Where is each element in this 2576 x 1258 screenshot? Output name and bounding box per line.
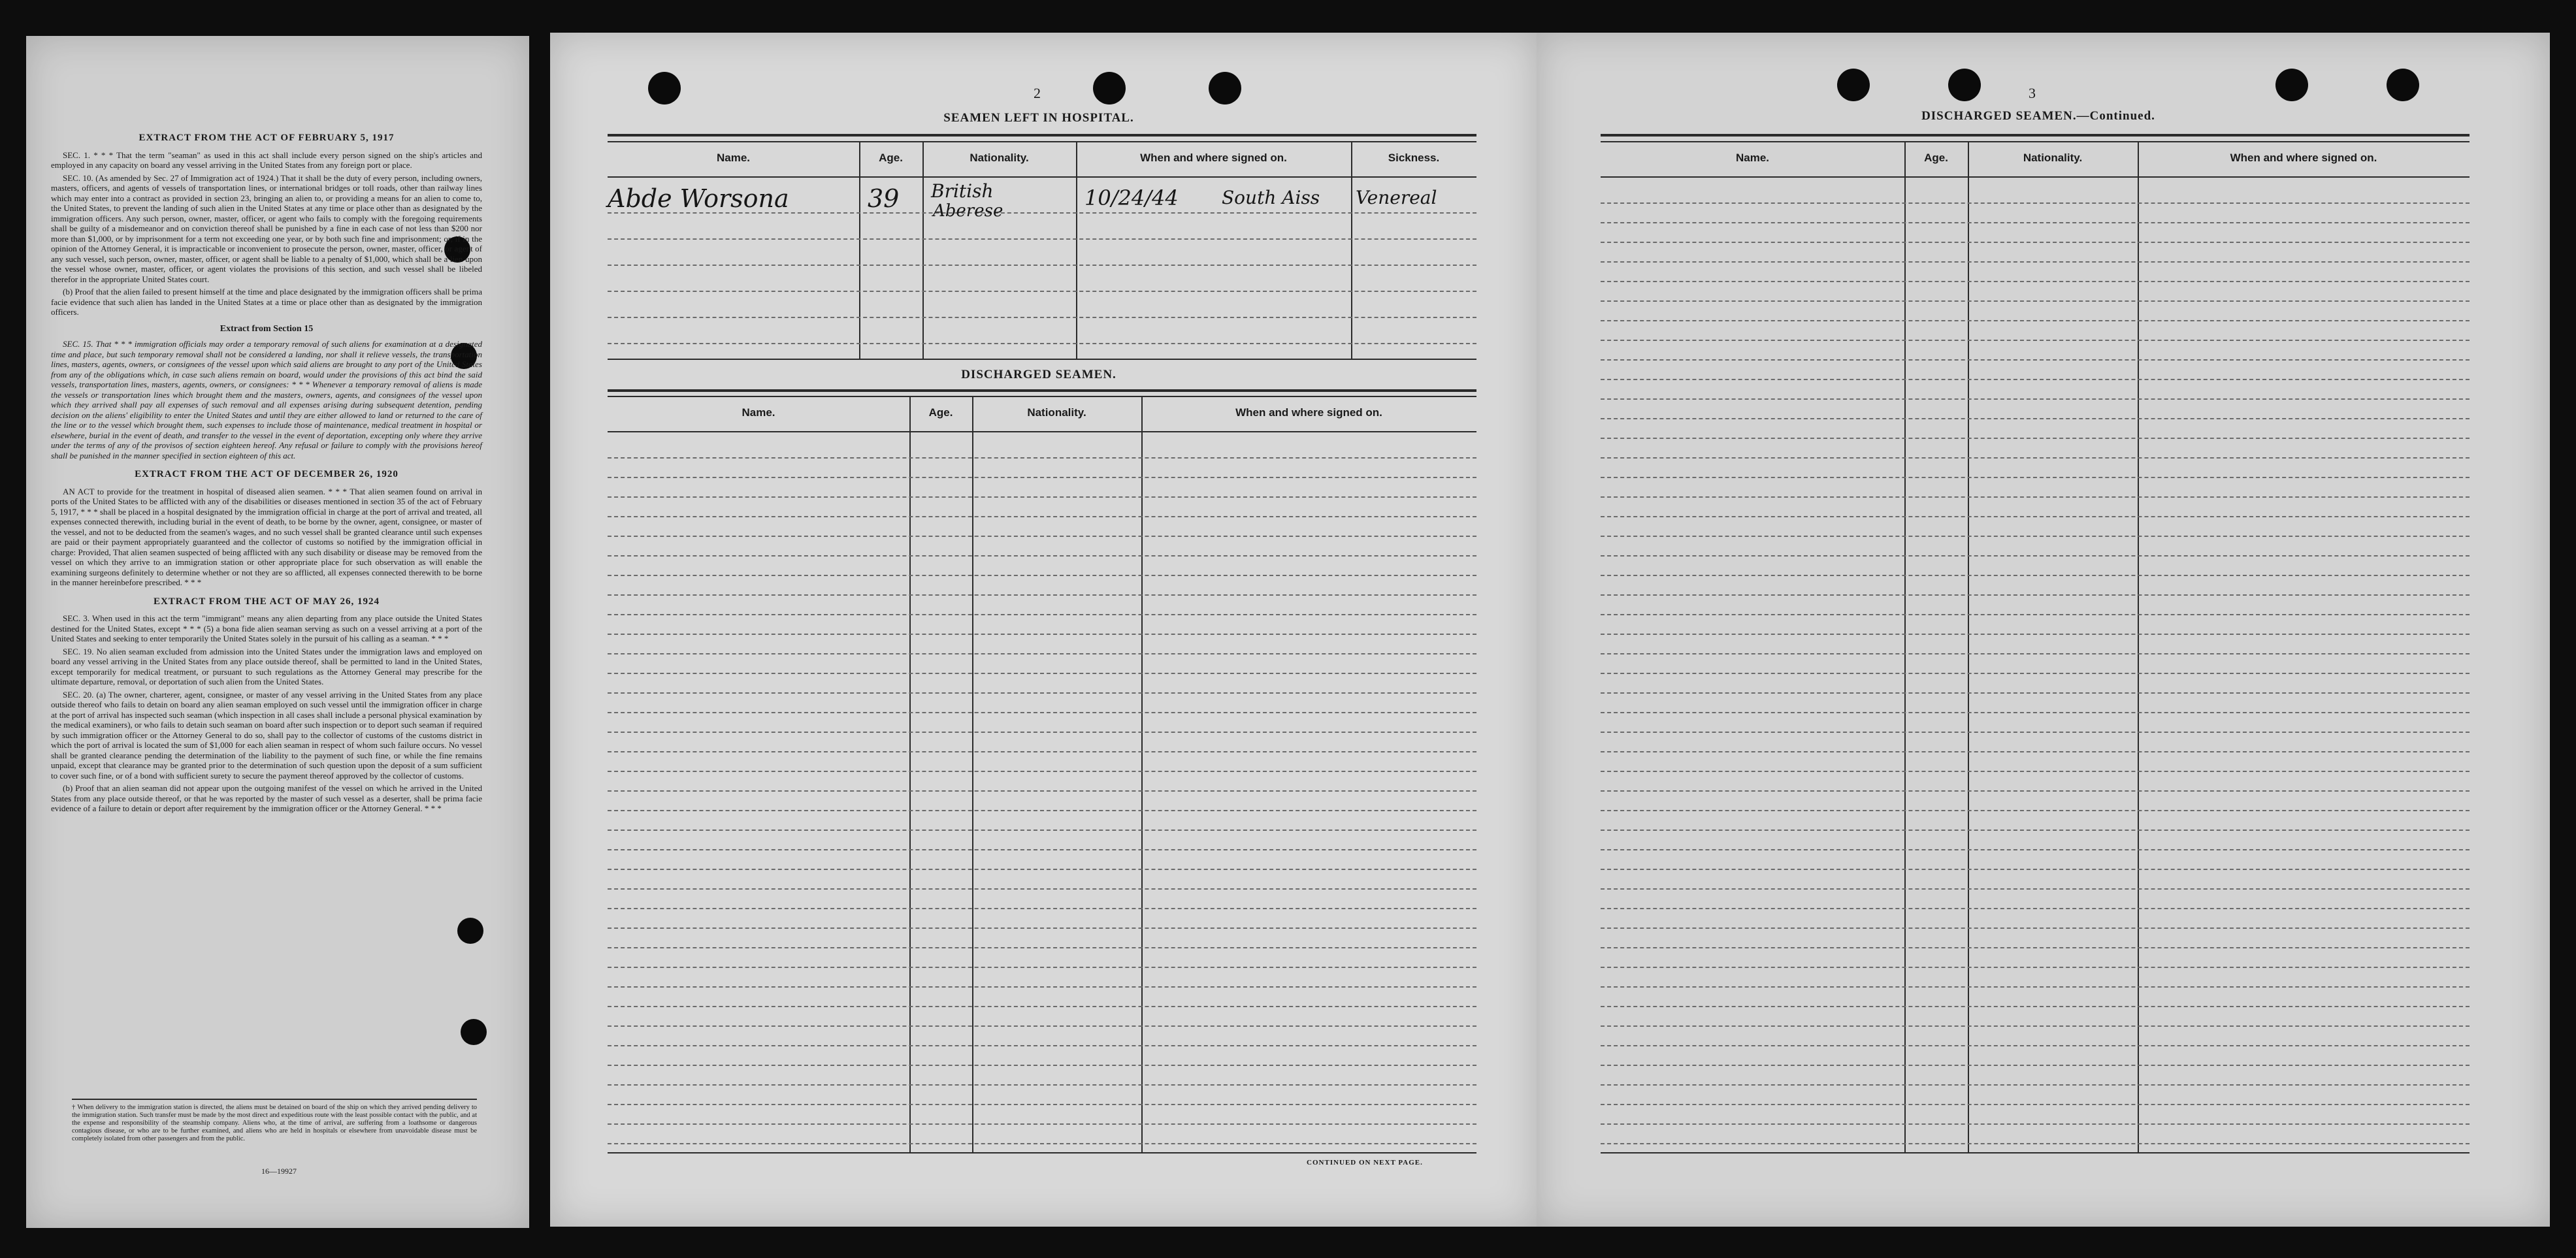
table-rule [608,431,1476,432]
hospital-row-line [608,291,1476,292]
column-divider [922,141,924,359]
blank-row-line [608,908,1476,909]
blank-row-line [1601,888,2470,890]
column-divider [1968,141,1969,1153]
statute-paragraph: (b) Proof that an alien seaman did not appear upon the outgoing manifest of the vessel on which he arrived in the United States from any place outside thereof, or that he was reported by the master of such vessel as a deserter, shall be prima facie evidence of a failure to detain or deport after requirement by the immigration officer or the Attorney General. * * * [51,783,482,813]
statute-paragraph: SEC. 10. (As amended by Sec. 27 of Immigration act of 1924.) That it shall be the duty of every person, including owners, masters, officers, and agents of vessels of transportation lines, or international bridges or toll roads, other than railway lines which may enter into a contract as provided in section 23, bringing an alien to, or providing a means for an alien to come to, the United States, to prevent the landing of such alien in the United States at any time or place other than as designated by the immigration officers. Any such person, owner, master, officer, or agent who fails to comply with the foregoing requirements shall be guilty of a misdemeanor and on conviction thereof shall be punished by a fine in each case of not less than $200 nor more than $1,000, or by imprisonment for a term not exceeding one year, or by both such fine and imprisonment; or, if in the opinion of the Attorney General, it is impracticable or inconvenient to prosecute the person, owner, master, officer, or agent of any such vessel, such person, owner, master, officer, or agent shall be liable to a penalty of $1,000, which shall be a lien upon the vessel whose owner, master, officer, or agent violates the provisions of this section, and such vessel shall be libeled therefor in the appropriate United States court. [51,172,482,284]
blank-row-line [1601,1143,2470,1144]
punch-hole [457,918,483,944]
blank-row-line [1601,555,2470,556]
hospital-col-name: Name. [716,152,751,164]
punch-hole [1837,69,1870,101]
blank-row-line [1601,1025,2470,1027]
blank-row-line [1601,751,2470,752]
page3-col-signed-on: When and where signed on. [2230,152,2377,164]
form-number: 16—19927 [261,1167,297,1176]
column-divider [972,396,973,1153]
page-number: 2 [1034,85,1041,101]
blank-row-line [1601,261,2470,263]
blank-row-line [1601,986,2470,988]
blank-row-line [608,1006,1476,1007]
punch-hole [1209,72,1241,105]
hospital-entry-place: South Aiss [1222,187,1320,208]
hospital-entry-date: 10/24/44 [1084,185,1179,210]
blank-row-line [608,692,1476,694]
continued-note: CONTINUED ON NEXT PAGE. [1307,1159,1423,1167]
blank-row-line [1601,575,2470,576]
blank-row-line [1601,673,2470,674]
blank-row-line [608,536,1476,537]
hospital-col-signed-on: When and where signed on. [1140,152,1287,164]
hospital-entry-name: Abde Worsona [608,184,789,213]
table-rule [608,396,1476,397]
blank-row-line [608,1025,1476,1027]
blank-row-line [1601,927,2470,929]
blank-row-line [1601,810,2470,811]
blank-row-line [608,555,1476,556]
table-rule [608,176,1476,178]
blank-row-line [1601,712,2470,713]
blank-row-line [608,653,1476,654]
statute-title-1924: EXTRACT FROM THE ACT OF MAY 26, 1924 [153,596,380,607]
blank-row-line [608,496,1476,498]
punch-hole [648,72,681,105]
blank-row-line [608,575,1476,576]
blank-row-line [1601,692,2470,694]
statute-paragraph: SEC. 3. When used in this act the term "immigrant" means any alien departing from any place outside the United States destined for the United States, except * * * (5) a bona fide alien seaman serving as such on a vessel arriving at a port of the United States and seeking to enter temporarily the United States solely in the pursuit of his calling as a seaman. * * * [51,613,482,643]
blank-row-line [1601,849,2470,850]
blank-row-line [1601,594,2470,596]
footnote-divider [72,1099,477,1100]
hospital-section-title: SEAMEN LEFT IN HOSPITAL. [943,111,1134,125]
blank-row-line [608,830,1476,831]
table-rule [608,359,1476,360]
column-divider [1904,141,1906,1153]
blank-row-line [1601,869,2470,870]
blank-row-line [1601,947,2470,948]
blank-row-line [608,594,1476,596]
statute-paragraph: SEC. 15. That * * * immigration officials may order a temporary removal of such aliens for examination at a designated time and place, but such temporary removal shall not be considered a landing, nor shall it relieve vessels, the transportation lines, masters, agents, owners, or consignees of the vessel upon which said aliens are brought to any port of the United States from any of the obligations which, in case such aliens remain on board, would under the provisions of this act bind the said vessels, transportation lines, masters, agents, owners, or consignees: * * * Whenever a temporary removal of aliens is made the vessels or transportation lines which brought them and the masters, owners, agents, and consignees of the vessel upon which they arrived shall pay all expenses of such removal and all expenses arising during subsequent detention, pending decision on the aliens' eligibility to enter the United States and until they are either allowed to land or returned to the care of the line or to the vessel which brought them, such expenses to include those of maintenance, medical treatment in hospital or elsewhere, burial in the event of death, and transfer to the vessel in the event of deportation, excepting only where they arrive under the terms of any of the provisos of section eighteen hereof. Any refusal or failure to comply with the provisions hereof shall be punished in the manner specified in section eighteen of this act. [51,339,482,460]
table-rule [1601,176,2470,178]
blank-row-line [608,1084,1476,1086]
blank-row-line [1601,634,2470,635]
table-rule [608,141,1476,142]
discharged-col-age: Age. [928,406,953,419]
blank-row-line [608,1065,1476,1066]
blank-row-line [1601,967,2470,968]
blank-row-line [1601,496,2470,498]
blank-row-line [1601,438,2470,439]
blank-row-line [1601,398,2470,400]
statute-paragraph: AN ACT to provide for the treatment in hospital of diseased alien seamen. * * * That alien seamen found on arrival in ports of the United States to be afflicted with any of the disabilities or diseases mentioned in section 35 of the act of February 5, 1917, * * * shall be placed in a hospital designated by the immigration official in charge at the port of arrival and treated, all expenses connected therewith, including burial in the event of death, to be borne by the owner, agent, consignee, or master of the vessel, and not to be deducted from the seamen's wages, and no such vessel shall be granted clearance until such expenses are paid or their payment appropriately guaranteed and the collector of customs so notified by the immigration official in charge: Provided, That alien seamen suspected of being afflicted with any such disability or disease may be removed from the vessel on which they arrive to an immigration station or other appropriate place for such observation as will enable the examining surgeons definitely to determine whether or not they are so afflicted, all expenses connected therewith to be borne in the manner hereinbefore prescribed. * * * [51,486,482,587]
table-rule [608,1152,1476,1153]
blank-row-line [1601,202,2470,204]
statute-text [51,124,482,816]
page3-col-age: Age. [1924,152,1948,164]
hospital-entry-nationality: British [931,180,994,202]
hospital-col-age: Age. [879,152,903,164]
blank-row-line [608,516,1476,517]
blank-row-line [608,1143,1476,1144]
hospital-row-line [608,238,1476,240]
table-rule [608,134,1476,137]
discharged-col-nationality: Nationality. [1027,406,1086,419]
blank-row-line [1601,1065,2470,1066]
statute-paragraph: SEC. 20. (a) The owner, charterer, agent, consignee, or master of any vessel arriving in the United States from any place outside thereof who fails to detain on board any alien seaman employed on such vessel until the immigration officer in charge at the port of arrival has inspected such seaman (which inspection in all cases shall include a personal physical examination by the medical examiners), or who fails to detain such seaman on board after such inspection or to deport such seaman if required by such immigration officer or the Attorney General to do so, shall pay to the collector of customs of the customs district in which the port of arrival is located the sum of $1,000 for each alien seaman in respect of whom such failure occurs. No vessel shall be granted clearance pending the determination of the liability to the payment of such fine, or while the fine remains unpaid, except that clearance may be granted prior to the determination of such question upon the deposit of a sum sufficient to cover such fine, or of a bond with sufficient surety to secure the payment thereof approved by the collector of customs. [51,689,482,781]
punch-hole [1093,72,1126,105]
page-number: 3 [2029,85,2036,101]
blank-row-line [1601,516,2470,517]
blank-row-line [608,1123,1476,1125]
statute-title-section15: Extract from Section 15 [220,323,314,334]
hospital-col-sickness: Sickness. [1388,152,1440,164]
blank-row-line [608,986,1476,988]
blank-row-line [1601,1084,2470,1086]
blank-row-line [1601,242,2470,243]
blank-row-line [1601,790,2470,792]
hospital-col-nationality: Nationality. [970,152,1029,164]
blank-row-line [1601,418,2470,419]
discharged-col-signed-on: When and where signed on. [1235,406,1382,419]
statute-paragraph: SEC. 1. * * * That the term "seaman" as used in this act shall include every person signed on the ship's articles and employed in any capacity on board any vessel arriving in the United States from any foreign port or place. [51,150,482,170]
blank-row-line [608,888,1476,890]
blank-row-line [608,712,1476,713]
punch-hole [461,1019,487,1045]
page3-col-nationality: Nationality. [2023,152,2083,164]
blank-row-line [1601,653,2470,654]
punch-hole [1948,69,1981,101]
punch-hole [2387,69,2419,101]
blank-row-line [608,810,1476,811]
blank-row-line [608,869,1476,870]
discharged-section-title: DISCHARGED SEAMEN. [961,368,1117,381]
blank-row-line [1601,536,2470,537]
table-rule [1601,141,2470,142]
table-rule [1601,1152,2470,1153]
column-divider [859,141,860,359]
table-rule [1601,134,2470,137]
blank-row-line [608,967,1476,968]
blank-row-line [608,477,1476,478]
blank-row-line [608,751,1476,752]
blank-row-line [1601,1045,2470,1046]
blank-row-line [608,927,1476,929]
blank-row-line [1601,1104,2470,1105]
statute-title-1917: EXTRACT FROM THE ACT OF FEBRUARY 5, 1917 [139,133,395,143]
hospital-entry-age: 39 [868,184,900,213]
hospital-entry-sickness: Venereal [1356,187,1437,208]
blank-row-line [608,849,1476,850]
blank-row-line [608,1045,1476,1046]
column-divider [1351,141,1352,359]
blank-row-line [1601,732,2470,733]
blank-row-line [608,457,1476,459]
column-divider [1141,396,1143,1153]
discharged-continued-title: DISCHARGED SEAMEN.—Continued. [1921,109,2155,123]
statute-paragraph: (b) Proof that the alien failed to present himself at the time and place designated by the immigration officers shall be prima facie evidence that such alien has landed in the United States at a time or place other than as designated by the immigration officers. [51,287,482,317]
blank-row-line [1601,222,2470,223]
blank-row-line [1601,477,2470,478]
column-divider [909,396,911,1153]
discharged-col-name: Name. [742,406,775,419]
blank-row-line [1601,1006,2470,1007]
blank-row-line [1601,771,2470,772]
blank-row-line [1601,614,2470,615]
blank-row-line [608,673,1476,674]
blank-row-line [608,1104,1476,1105]
blank-row-line [608,732,1476,733]
blank-row-line [1601,340,2470,341]
blank-row-line [1601,908,2470,909]
blank-row-line [608,771,1476,772]
page-3 [1537,33,2550,1227]
blank-row-line [1601,300,2470,302]
table-rule [608,389,1476,392]
blank-row-line [1601,320,2470,321]
footnote: † When delivery to the immigration station is directed, the aliens must be detained on board of the ship on which they arrived pending delivery to the immigration station. Such transfer must be made by the most direct and expeditious route with the least possible contact with the public, and at the expense and responsibility of the steamship company. Aliens who, at the time of arrival, are suffering from a loathsome or dangerous contagious disease, or who are to be further examined, and aliens who are held in hospitals or elsewhere from unavoidable disease must be completely isolated from other passengers and from the public. [72,1104,477,1142]
blank-row-line [608,947,1476,948]
blank-row-line [1601,830,2470,831]
hospital-row-line [608,317,1476,318]
blank-row-line [1601,379,2470,380]
statute-paragraph: SEC. 19. No alien seaman excluded from admission into the United States under the immigration laws and employed on board any vessel arriving in the United States from any place outside thereof, shall be permitted to land in the United States, except temporarily for medical treatment, or pursuant to such regulations as the Attorney General may prescribe for the ultimate departure, removal, or deportation of such alien from the United States. [51,646,482,686]
hospital-entry-nationality-2: Aberese [933,201,1003,221]
blank-row-line [608,614,1476,615]
column-divider [1076,141,1077,359]
blank-row-line [1601,359,2470,361]
blank-row-line [1601,281,2470,282]
punch-hole [2275,69,2308,101]
blank-row-line [608,634,1476,635]
page3-col-name: Name. [1735,152,1770,164]
hospital-row-line [608,343,1476,344]
blank-row-line [1601,1123,2470,1125]
blank-row-line [608,790,1476,792]
column-divider [2138,141,2139,1153]
hospital-row-line [608,265,1476,266]
statute-title-1920: EXTRACT FROM THE ACT OF DECEMBER 26, 1920 [135,469,399,479]
blank-row-line [1601,457,2470,459]
